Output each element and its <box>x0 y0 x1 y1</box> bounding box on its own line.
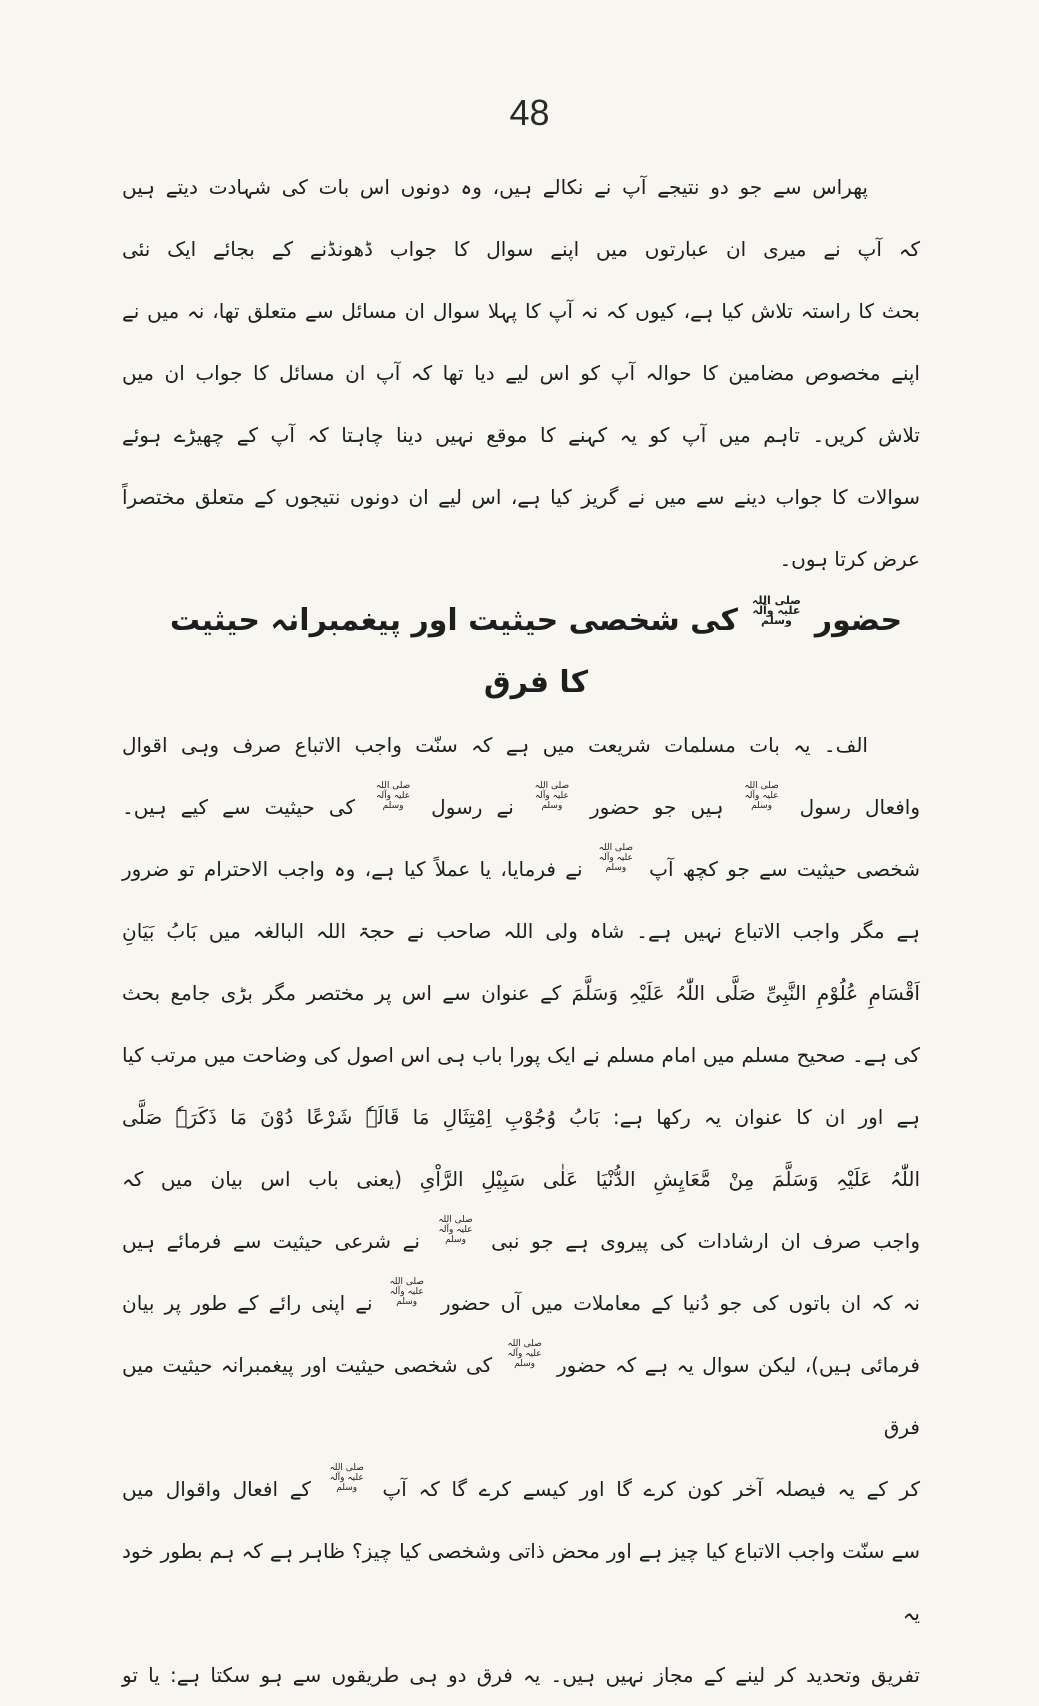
text-segment: کی شخصی حیثیت اور پیغمبرانہ حیثیت میں فرق <box>122 1353 920 1439</box>
section-heading <box>122 590 920 714</box>
text-segment: سے سنّت واجب الاتباع کیا چیز ہے اور محض ذاتی وشخصی کیا چیز؟ ظاہر ہے کہ ہم بطور خود یہ <box>122 1539 920 1625</box>
text-line <box>122 1520 920 1644</box>
text-segment: واجب صرف ان ارشادات کی پیروی ہے جو نبی <box>479 1229 920 1253</box>
text-segment: نے اپنی رائے کے طور پر بیان <box>122 1291 383 1315</box>
honorific-salutation: صلی اللہ علیہ وآلہ وسلم <box>534 781 570 811</box>
text-line <box>122 838 920 900</box>
text-segment: عرض کرتا ہوں۔ <box>779 547 920 571</box>
text-line <box>122 280 920 342</box>
text-segment: اپنے مخصوص مضامین کا حوالہ آپ کو اس لیے دیا تھا کہ آپ ان مسائل کا جواب ان میں <box>122 361 920 385</box>
text-line <box>122 1086 920 1148</box>
text-line <box>122 156 920 218</box>
text-line <box>122 466 920 528</box>
text-segment: اَقْسَامِ عُلُوْمِ النَّبِیِّ صَلَّی اللّٰہُ عَلَیْہِ وَسَلَّمَ کے عنوان سے اس پر مختصر مگر بڑی جامع بحث <box>122 981 920 1005</box>
text-segment: نہ کہ ان باتوں کی جو دُنیا کے معاملات میں آں حضور <box>430 1291 920 1315</box>
text-segment: فرمائی ہیں)، لیکن سوال یہ ہے کہ حضور <box>548 1353 920 1377</box>
text-segment: ہیں جو حضور <box>575 795 738 819</box>
text-line <box>122 528 920 590</box>
text-line <box>122 218 920 280</box>
page-body-text <box>122 156 920 1706</box>
text-segment: شخصی حیثیت سے جو کچھ آپ <box>639 857 921 881</box>
text-segment: وافعال رسول <box>785 795 920 819</box>
text-segment: نے رسول <box>417 795 528 819</box>
text-line <box>122 1458 920 1520</box>
text-segment: تلاش کریں۔ تاہم میں آپ کو یہ کہنے کا موقع نہیں دینا چاہتا کہ آپ کے چھیڑے ہوئے <box>122 423 920 447</box>
text-segment: ہے اور ان کا عنوان یہ رکھا ہے: بَابُ وُجُوْبِ اِمْتِثَالِ مَا قَالَہٗ شَرْعًا دُوْنَ مَا ذَکَرَہٗ صَلَّی <box>122 1105 920 1129</box>
text-segment: نے شرعی حیثیت سے فرمائے ہیں <box>122 1229 432 1253</box>
text-line <box>122 1210 920 1272</box>
text-segment: کے افعال واقوال میں <box>122 1477 323 1501</box>
honorific-salutation: صلی اللہ علیہ وآلہ وسلم <box>329 1463 364 1493</box>
honorific-salutation: صلی اللہ علیہ وآلہ وسلم <box>375 781 411 811</box>
text-line <box>122 962 920 1024</box>
text-segment: سوالات کا جواب دینے سے میں نے گریز کیا ہے، اس لیے ان دونوں نتیجوں کے متعلق مختصراً <box>122 485 920 509</box>
text-segment: کی حیثیت سے کیے ہیں۔ <box>122 795 370 819</box>
text-line <box>122 1334 920 1458</box>
text-line <box>122 1148 920 1210</box>
text-segment: تفریق وتحدید کر لینے کے مجاز نہیں ہیں۔ یہ فرق دو ہی طریقوں سے ہو سکتا ہے: یا تو <box>122 1663 920 1687</box>
honorific-salutation: صلی اللہ علیہ وآلہ وسلم <box>507 1339 542 1369</box>
page-number: 48 <box>509 92 550 133</box>
text-line <box>122 342 920 404</box>
honorific-salutation: صلی اللہ علیہ وآلہ وسلم <box>389 1277 424 1307</box>
text-segment: حضور <box>804 603 903 638</box>
honorific-salutation: صلی اللہ علیہ وآلہ وسلم <box>438 1215 473 1245</box>
text-line <box>122 1644 920 1706</box>
text-line <box>122 776 920 838</box>
text-line <box>122 1024 920 1086</box>
text-segment: کہ آپ نے میری ان عبارتوں میں اپنے سوال کا جواب ڈھونڈنے کے بجائے ایک نئی <box>122 237 920 261</box>
text-segment: نے فرمایا، یا عملاً کیا ہے، وہ واجب الاحترام تو ضرور <box>122 857 592 881</box>
honorific-salutation: صلی اللہ علیہ وآلہ وسلم <box>598 843 634 873</box>
text-segment: بحث کا راستہ تلاش کیا ہے، کیوں کہ نہ آپ کا پہلا سوال ان مسائل سے متعلق تھا، نہ میں نے <box>122 299 920 323</box>
text-line <box>122 1272 920 1334</box>
text-segment: کی ہے۔ صحیح مسلم میں امام مسلم نے ایک پورا باب ہی اس اصول کی وضاحت میں مرتب کیا <box>122 1043 920 1067</box>
text-segment: کی شخصی حیثیت اور پیغمبرانہ حیثیت کا فرق <box>169 603 749 700</box>
text-line <box>122 404 920 466</box>
text-segment: پھراس سے جو دو نتیجے آپ نے نکالے ہیں، وہ دونوں اس بات کی شہادت دیتے ہیں <box>122 175 868 199</box>
text-segment: الف۔ یہ بات مسلمات شریعت میں ہے کہ سنّت واجب الاتباع صرف وہی اقوال <box>122 733 868 757</box>
text-line <box>122 900 920 962</box>
honorific-salutation: صلی اللہ علیہ وآلہ وسلم <box>744 781 779 811</box>
text-segment: اللّٰہُ عَلَیْہِ وَسَلَّمَ مِنْ مَّعَایِشِ الدُّنْیَا عَلٰی سَبِیْلِ الرَّاْیِ (یعنی باب اس بیان میں کہ <box>122 1167 920 1191</box>
text-segment: کر کے یہ فیصلہ آخر کون کرے گا اور کیسے کرے گا کہ آپ <box>370 1477 921 1501</box>
honorific-salutation: صلی اللہ علیہ وآلہ وسلم <box>751 594 801 627</box>
text-line <box>122 714 920 776</box>
text-segment: ہے مگر واجب الاتباع نہیں ہے۔ شاہ ولی اللہ صاحب نے حجۃ اللہ البالغہ میں بَابُ بَیَانِ <box>122 919 920 943</box>
